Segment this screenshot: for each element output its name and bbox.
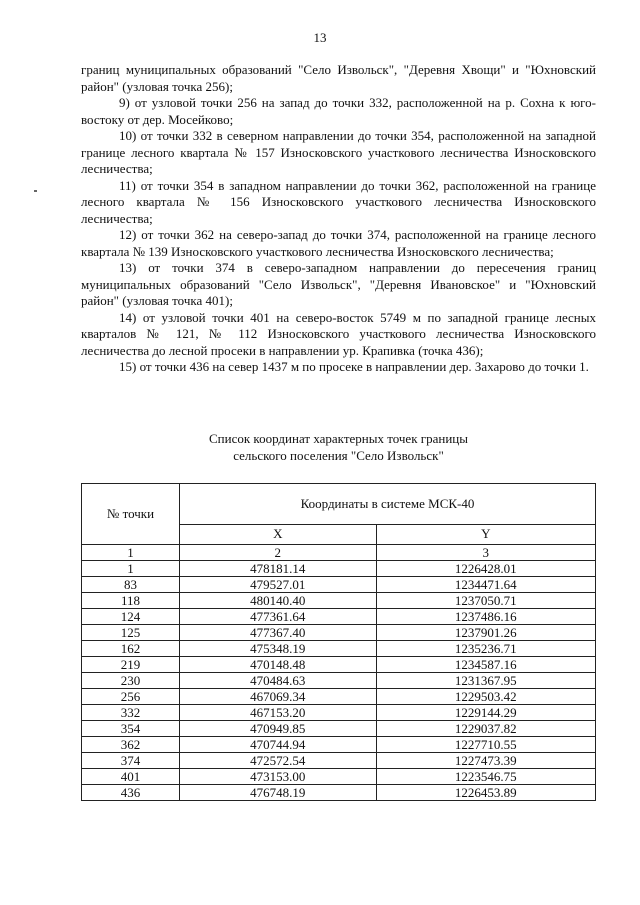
cell-x: 480140.40 [180,593,377,609]
cell-y: 1231367.95 [376,673,595,689]
paragraph-item-13: 13) от точки 374 в северо-западном направлении до пересечения границ муниципальных образований "Село Извольск", "Деревня Ивановское" и "Юхновский район" (узловая точка 401); [81,260,596,308]
table-row [82,593,596,609]
cell-y: 1227473.39 [376,753,595,769]
cell-x: 472572.54 [180,753,377,769]
cell-point: 219 [82,657,180,673]
table-row [82,689,596,705]
cell-point: 354 [82,721,180,737]
cell-x: 467069.34 [180,689,377,705]
table-row [82,785,596,801]
cell-x: 475348.19 [180,641,377,657]
cell-point: 162 [82,641,180,657]
margin-mark [34,190,37,192]
caption-line-2: сельского поселения "Село Извольск" [233,447,444,463]
index-cell-2: 2 [180,545,377,561]
cell-y: 1223546.75 [376,769,595,785]
cell-y: 1226453.89 [376,785,595,801]
cell-point: 124 [82,609,180,625]
cell-point: 362 [82,737,180,753]
cell-y: 1227710.55 [376,737,595,753]
cell-x: 477367.40 [180,625,377,641]
cell-point: 118 [82,593,180,609]
index-cell-3: 3 [376,545,595,561]
cell-x: 467153.20 [180,705,377,721]
cell-y: 1226428.01 [376,561,595,577]
cell-x: 470148.48 [180,657,377,673]
header-point-number: № точки [82,484,180,545]
cell-y: 1237050.71 [376,593,595,609]
cell-point: 401 [82,769,180,785]
header-coordinate-system: Координаты в системе МСК-40 [180,484,596,525]
table-row [82,673,596,689]
table-row [82,753,596,769]
cell-y: 1234587.16 [376,657,595,673]
table-row [82,577,596,593]
cell-y: 1235236.71 [376,641,595,657]
index-cell-1: 1 [82,545,180,561]
cell-x: 476748.19 [180,785,377,801]
page-number: 13 [313,30,327,45]
cell-x: 477361.64 [180,609,377,625]
table-row [82,705,596,721]
caption-line-1: Список координат характерных точек границы [209,431,468,446]
paragraph-item-14: 14) от узловой точки 401 на северо-восток 5749 м по западной границе лесных кварталов № 121, № 112 Износковского участкового лесничества Износковского лесничества до лесной просеки в направлении ур. Крапивка (точка 436); [81,309,596,358]
table-caption [81,431,596,464]
cell-x: 470744.94 [180,737,377,753]
cell-y: 1234471.64 [376,577,595,593]
paragraph-item-15: 15) от точки 436 на север 1437 м по просеке в направлении дер. Захарово до точки 1. [119,359,589,374]
cell-x: 478181.14 [180,561,377,577]
cell-y: 1229037.82 [376,721,595,737]
cell-point: 125 [82,625,180,641]
cell-x: 479527.01 [180,577,377,593]
table-row [82,769,596,785]
table-body [82,561,596,801]
cell-y: 1237901.26 [376,625,595,641]
coordinates-table [81,483,596,801]
cell-y: 1229503.42 [376,689,595,705]
body-text [81,62,596,376]
cell-point: 374 [82,753,180,769]
cell-point: 1 [82,561,180,577]
table-row [82,561,596,577]
header-y: Y [376,524,595,544]
cell-point: 436 [82,785,180,801]
cell-y: 1237486.16 [376,609,595,625]
table-row [82,721,596,737]
cell-x: 470484.63 [180,673,377,689]
paragraph-item-12: 12) от точки 362 на северо-запад до точки 374, расположенной на границе лесного квартала № 139 Износковского участкового лесничества Износковского лесничества; [81,227,596,259]
table-row [82,657,596,673]
table-row [82,609,596,625]
paragraph-continuation: границ муниципальных образований "Село Извольск", "Деревня Хвощи" и "Юхновский район" (узловая точка 256); [81,62,596,94]
cell-point: 256 [82,689,180,705]
cell-y: 1229144.29 [376,705,595,721]
header-x: X [180,524,377,544]
table-row [82,625,596,641]
cell-point: 230 [82,673,180,689]
cell-x: 470949.85 [180,721,377,737]
paragraph-item-9: 9) от узловой точки 256 на запад до точки 332, расположенной на р. Сохна к юго-востоку от дер. Мосейково; [81,95,596,127]
cell-x: 473153.00 [180,769,377,785]
cell-point: 332 [82,705,180,721]
paragraph-item-10: 10) от точки 332 в северном направлении до точки 354, расположенной на западной границе лесного квартала № 157 Износковского участкового лесничества Износковского лесничества; [81,128,596,176]
table-row [82,641,596,657]
cell-point: 83 [82,577,180,593]
table-row [82,737,596,753]
paragraph-item-11: 11) от точки 354 в западном направлении до точки 362, расположенной на границе лесного квартала № 156 Износковского участкового лесничества Износковского лесничества; [81,177,596,226]
